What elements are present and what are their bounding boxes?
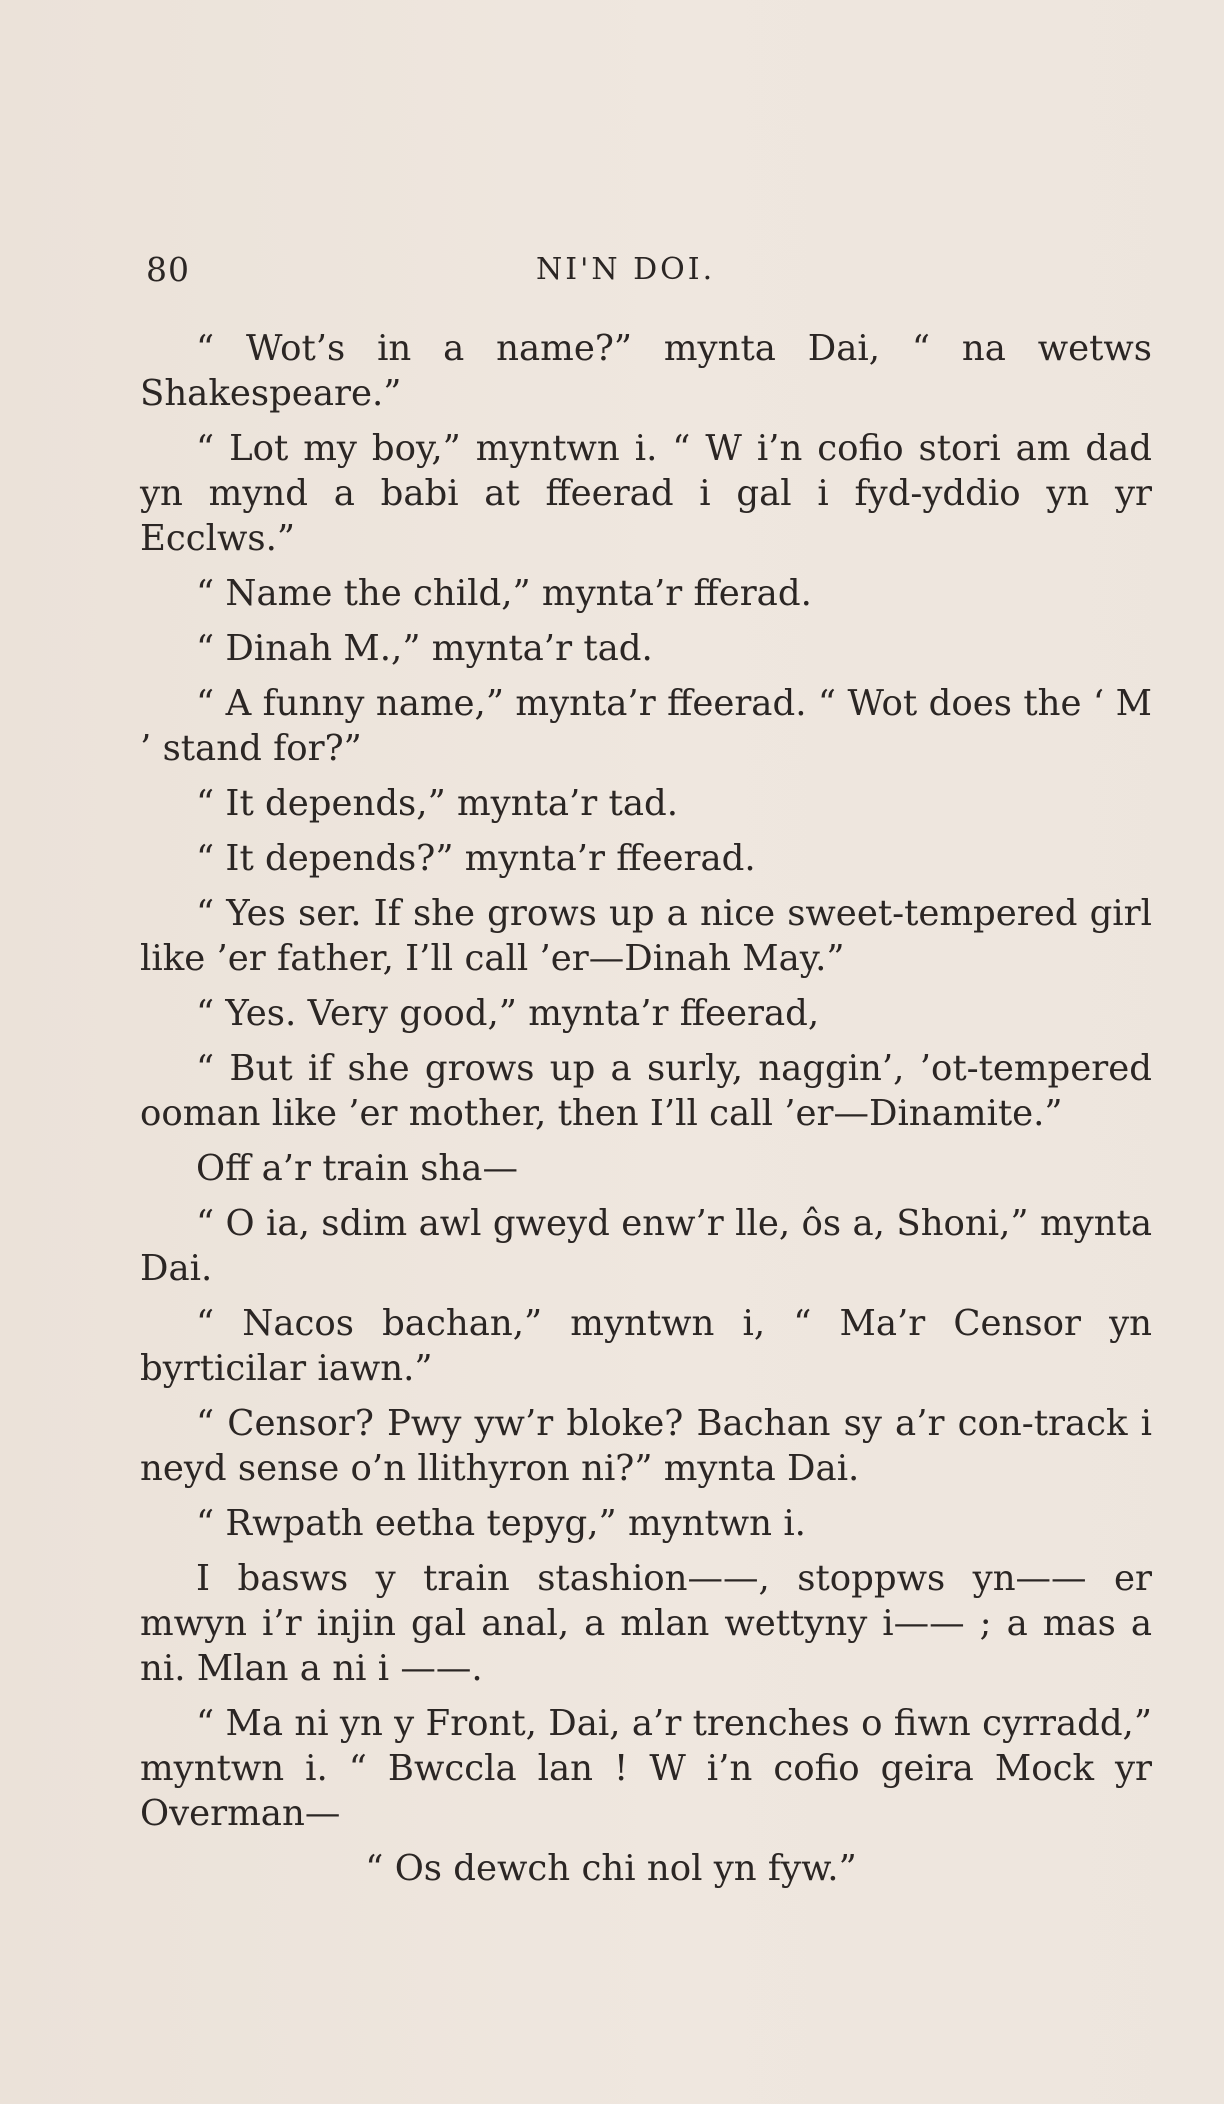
quoted-verse-line: “ Os dewch chi nol yn fyw.” xyxy=(365,1848,857,1889)
paragraph: “ Censor? Pwy yw’r bloke? Bachan sy a’r con-track i neyd sense o’n llithyron ni?” mynta Dai. xyxy=(140,1403,1152,1489)
paragraph: “ Dinah M.,” mynta’r tad. xyxy=(196,628,653,669)
paragraph: “ O ia, sdim awl gweyd enw’r lle, ôs a, Shoni,” mynta Dai. xyxy=(140,1203,1152,1289)
paragraph: “ A funny name,” mynta’r ffeerad. “ Wot does the ‘ M ’ stand for?” xyxy=(140,683,1152,769)
paragraph: “ It depends,” mynta’r tad. xyxy=(196,783,678,824)
paragraph: “ Yes ser. If she grows up a nice sweet-tempered girl like ’er father, I’ll call ’er—Dinah May.” xyxy=(140,893,1152,979)
paragraph: “ Wot’s in a name?” mynta Dai, “ na wetws Shakespeare.” xyxy=(140,328,1152,414)
page-number: 80 xyxy=(146,250,190,289)
paragraph: Off a’r train sha— xyxy=(196,1148,518,1189)
paragraph: “ Rwpath eetha tepyg,” myntwn i. xyxy=(196,1503,806,1544)
paragraph: I basws y train stashion——, stoppws yn—— er mwyn i’r injin gal anal, a mlan wettyny i—— ; a mas a ni. Mlan a ni i ——. xyxy=(140,1558,1152,1689)
running-title: NI'N DOI. xyxy=(536,252,716,287)
page-header xyxy=(146,250,1146,290)
paragraph: “ Ma ni yn y Front, Dai, a’r trenches o fiwn cyrradd,” myntwn i. “ Bwccla lan ! W i’n cofio geira Mock yr Overman— xyxy=(140,1703,1152,1834)
paragraph: “ It depends?” mynta’r ffeerad. xyxy=(196,838,756,879)
paragraph: “ Yes. Very good,” mynta’r ffeerad, xyxy=(196,993,820,1034)
paragraph: “ Lot my boy,” myntwn i. “ W i’n cofio stori am dad yn mynd a babi at ffeerad i gal i fyd-yddio yn yr Ecclws.” xyxy=(140,428,1152,559)
paragraph: “ Nacos bachan,” myntwn i, “ Ma’r Censor yn byrticilar iawn.” xyxy=(140,1303,1152,1389)
body-text xyxy=(140,326,1152,1901)
paragraph: “ But if she grows up a surly, naggin’, ’ot-tempered ooman like ’er mother, then I’ll call ’er—Dinamite.” xyxy=(140,1048,1152,1134)
paragraph: “ Name the child,” mynta’r fferad. xyxy=(196,573,812,614)
